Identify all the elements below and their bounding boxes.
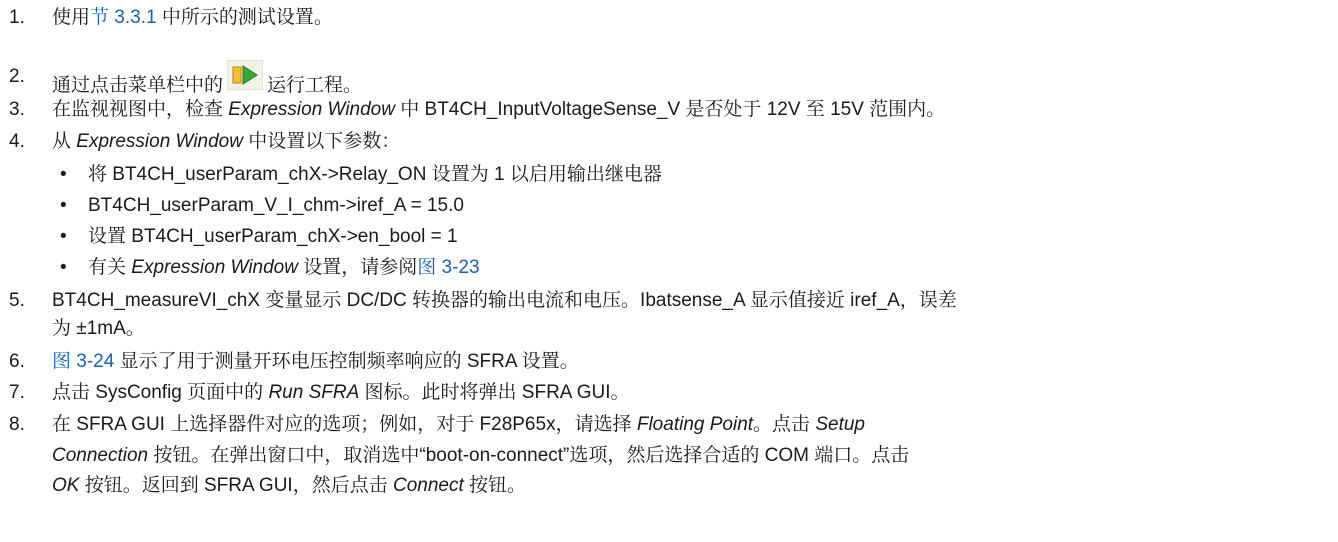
step-text: 中设置以下参数： [242, 131, 401, 152]
step-number: 6. [9, 351, 25, 372]
step-number: 7. [9, 382, 25, 403]
step-number: 5. [9, 290, 25, 311]
step-number: 3. [9, 99, 25, 120]
bullet-text: 设置，请参阅 [297, 257, 418, 278]
step-number: 4. [9, 131, 25, 152]
step-text: 通过点击菜单栏中的 [52, 75, 224, 96]
ui-term: Connect [392, 475, 464, 496]
step-text: 图标。此时将弹出 SFRA GUI。 [359, 382, 630, 403]
ui-term: Run SFRA [268, 382, 360, 403]
bullet-mark: • [60, 164, 67, 185]
step-text: 在监视视图中，检查 [52, 99, 229, 120]
ui-term: OK [52, 475, 80, 496]
step-text: 显示了用于测量开环电压控制频率响应的 SFRA 设置。 [114, 351, 579, 372]
step-number: 1. [9, 7, 25, 28]
ui-term: Expression Window [131, 257, 298, 278]
step-text: 按钮。在弹出窗口中，取消选中“boot-on-connect”选项，然后选择合适的 COM 端口。点击 [148, 445, 910, 466]
step-text: 按钮。返回到 SFRA GUI，然后点击 [79, 475, 393, 496]
bullet-mark: • [60, 226, 67, 247]
step-text: 在 SFRA GUI 上选择器件对应的选项；例如，对于 F28P65x，请选择 [52, 414, 637, 435]
bullet-text: BT4CH_userParam_V_I_chm->iref_A = 15.0 [88, 195, 464, 216]
step-text: 为 ±1mA。 [52, 318, 145, 339]
step-text: 中 BT4CH_InputVoltageSense_V 是否处于 12V 至 15V 范围内。 [394, 99, 946, 120]
run-project-icon[interactable] [227, 60, 263, 90]
bullet-text: 将 BT4CH_userParam_chX->Relay_ON 设置为 1 以启用输出继电器 [88, 164, 662, 185]
section-link[interactable]: 节 3.3.1 [90, 7, 157, 28]
step-text: 按钮。 [463, 475, 527, 496]
bullet-text: 有关 [88, 257, 132, 278]
ui-term: Floating Point [636, 414, 754, 435]
bullet-text: 设置 BT4CH_userParam_chX->en_bool = 1 [88, 226, 458, 247]
figure-link[interactable]: 图 3-24 [52, 351, 115, 372]
step-text: 运行工程。 [267, 75, 363, 96]
step-text: 使用 [52, 7, 91, 28]
step-number: 2. [9, 66, 25, 87]
step-text: 。点击 [753, 414, 816, 435]
ui-term: Expression Window [228, 99, 395, 120]
step-text: BT4CH_measureVI_chX 变量显示 DC/DC 转换器的输出电流和电压。Ibatsense_A 显示值接近 iref_A，误差 [52, 290, 957, 311]
step-text: 中所示的测试设置。 [156, 7, 333, 28]
ui-term: Connection [52, 445, 149, 466]
ui-term: Expression Window [76, 131, 243, 152]
bullet-mark: • [60, 257, 67, 278]
step-text: 从 [52, 131, 77, 152]
bullet-mark: • [60, 195, 67, 216]
step-text: 点击 SysConfig 页面中的 [52, 382, 269, 403]
figure-link[interactable]: 图 3-23 [417, 257, 480, 278]
ui-term: Setup [815, 414, 865, 435]
step-number: 8. [9, 414, 25, 435]
